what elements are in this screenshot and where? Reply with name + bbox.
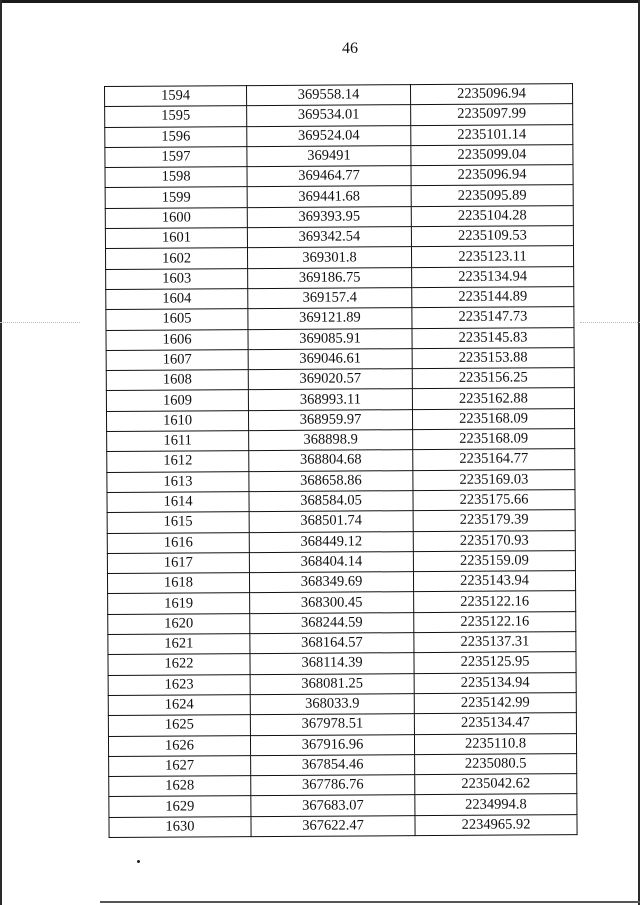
table-row: [108, 672, 576, 695]
table-row: [107, 429, 575, 452]
y-coordinate-cell: 2235153.88: [412, 347, 574, 368]
point-number-cell: 1600: [105, 207, 247, 228]
y-coordinate-cell: 2235159.09: [413, 550, 575, 571]
table-row: [107, 510, 575, 533]
x-coordinate-cell: 369441.68: [247, 186, 411, 207]
x-coordinate-cell: 369464.77: [247, 166, 411, 187]
point-number-cell: 1622: [108, 654, 250, 675]
y-coordinate-cell: 2235134.94: [412, 266, 574, 287]
x-coordinate-cell: 367854.46: [251, 754, 415, 775]
x-coordinate-cell: 369524.04: [247, 125, 411, 146]
table-row: [108, 693, 576, 716]
table-row: [105, 104, 573, 127]
table-row: [106, 408, 574, 431]
x-coordinate-cell: 368300.45: [250, 592, 414, 613]
scan-edge-left: [0, 0, 2, 905]
y-coordinate-cell: 2235134.94: [414, 672, 576, 693]
scan-speck: [137, 860, 140, 863]
y-coordinate-cell: 2235179.39: [413, 510, 575, 531]
point-number-cell: 1630: [109, 816, 251, 837]
x-coordinate-cell: 368993.11: [248, 389, 412, 410]
table-row: [105, 165, 573, 188]
y-coordinate-cell: 2235123.11: [411, 246, 573, 267]
y-coordinate-cell: 2235168.09: [412, 408, 574, 429]
x-coordinate-cell: 369393.95: [247, 206, 411, 227]
point-number-cell: 1623: [108, 674, 250, 695]
y-coordinate-cell: 2235169.03: [413, 469, 575, 490]
point-number-cell: 1628: [109, 776, 251, 797]
x-coordinate-cell: 368081.25: [250, 673, 414, 694]
point-number-cell: 1608: [106, 370, 248, 391]
x-coordinate-cell: 368449.12: [249, 531, 413, 552]
table-row: [108, 652, 576, 675]
point-number-cell: 1613: [107, 471, 249, 492]
x-coordinate-cell: 368804.68: [249, 450, 413, 471]
y-coordinate-cell: 2235144.89: [412, 287, 574, 308]
point-number-cell: 1596: [105, 126, 247, 147]
scan-edge-top: [0, 0, 640, 3]
y-coordinate-cell: 2235101.14: [411, 124, 573, 145]
table-row: [105, 84, 573, 107]
y-coordinate-cell: 2235095.89: [411, 185, 573, 206]
y-coordinate-cell: 2235122.16: [414, 591, 576, 612]
y-coordinate-cell: 2235142.99: [414, 693, 576, 714]
x-coordinate-cell: 368404.14: [249, 551, 413, 572]
table-row: [108, 733, 576, 756]
point-number-cell: 1616: [107, 532, 249, 553]
table-row: [106, 307, 574, 330]
y-coordinate-cell: 2235109.53: [411, 226, 573, 247]
point-number-cell: 1618: [107, 573, 249, 594]
y-coordinate-cell: 2235137.31: [414, 632, 576, 653]
y-coordinate-cell: 2235125.95: [414, 652, 576, 673]
y-coordinate-cell: 2235110.8: [414, 733, 576, 754]
x-coordinate-cell: 368164.57: [250, 633, 414, 654]
x-coordinate-cell: 367622.47: [251, 815, 415, 836]
y-coordinate-cell: 2235145.83: [412, 327, 574, 348]
y-coordinate-cell: 2234965.92: [415, 814, 577, 835]
x-coordinate-cell: 368584.05: [249, 491, 413, 512]
table-row: [106, 368, 574, 391]
point-number-cell: 1620: [108, 613, 250, 634]
x-coordinate-cell: 369342.54: [247, 227, 411, 248]
point-number-cell: 1602: [105, 248, 247, 269]
x-coordinate-cell: 369046.61: [248, 348, 412, 369]
table-row: [107, 571, 575, 594]
table-row: [107, 490, 575, 513]
x-coordinate-cell: 367786.76: [251, 775, 415, 796]
table-row: [106, 347, 574, 370]
table-row: [106, 266, 574, 289]
page-number: 46: [342, 40, 358, 57]
x-coordinate-cell: 368349.69: [249, 572, 413, 593]
point-number-cell: 1603: [106, 268, 248, 289]
table-row: [109, 794, 577, 817]
point-number-cell: 1621: [108, 634, 250, 655]
table-row: [108, 713, 576, 736]
point-number-cell: 1604: [106, 289, 248, 310]
x-coordinate-cell: 368114.39: [250, 653, 414, 674]
table-row: [108, 611, 576, 634]
x-coordinate-cell: 369534.01: [247, 105, 411, 126]
x-coordinate-cell: 369186.75: [248, 267, 412, 288]
table-row: [109, 753, 577, 776]
x-coordinate-cell: 368501.74: [249, 511, 413, 532]
x-coordinate-cell: 367683.07: [251, 795, 415, 816]
point-number-cell: 1609: [106, 390, 248, 411]
y-coordinate-cell: 2235156.25: [412, 368, 574, 389]
y-coordinate-cell: 2235143.94: [413, 571, 575, 592]
table-row: [105, 124, 573, 147]
point-number-cell: 1611: [107, 431, 249, 452]
x-coordinate-cell: 368244.59: [250, 612, 414, 633]
y-coordinate-cell: 2235080.5: [415, 753, 577, 774]
table-row: [107, 449, 575, 472]
table-row: [108, 591, 576, 614]
point-number-cell: 1601: [105, 228, 247, 249]
coordinates-table: [104, 83, 578, 838]
y-coordinate-cell: 2234994.8: [415, 794, 577, 815]
table-row: [107, 469, 575, 492]
point-number-cell: 1619: [108, 593, 250, 614]
y-coordinate-cell: 2235164.77: [413, 449, 575, 470]
table-row: [108, 632, 576, 655]
x-coordinate-cell: 369020.57: [248, 369, 412, 390]
point-number-cell: 1627: [109, 755, 251, 776]
table-row: [105, 205, 573, 228]
point-number-cell: 1624: [108, 695, 250, 716]
coordinates-table-wrapper: [104, 86, 573, 838]
point-number-cell: 1610: [106, 410, 248, 431]
y-coordinate-cell: 2235096.94: [411, 165, 573, 186]
point-number-cell: 1612: [107, 451, 249, 472]
point-number-cell: 1607: [106, 349, 248, 370]
table-row: [107, 530, 575, 553]
y-coordinate-cell: 2235175.66: [413, 490, 575, 511]
x-coordinate-cell: 369085.91: [248, 328, 412, 349]
point-number-cell: 1606: [106, 329, 248, 350]
y-coordinate-cell: 2235147.73: [412, 307, 574, 328]
y-coordinate-cell: 2235096.94: [410, 84, 572, 105]
table-row: [109, 774, 577, 797]
x-coordinate-cell: 368898.9: [249, 430, 413, 451]
point-number-cell: 1614: [107, 492, 249, 513]
x-coordinate-cell: 369558.14: [247, 85, 411, 106]
y-coordinate-cell: 2235122.16: [414, 611, 576, 632]
scan-artifact-dots: [0, 322, 80, 323]
x-coordinate-cell: 368959.97: [248, 409, 412, 430]
table-row: [106, 388, 574, 411]
point-number-cell: 1617: [107, 552, 249, 573]
y-coordinate-cell: 2235168.09: [413, 429, 575, 450]
point-number-cell: 1605: [106, 309, 248, 330]
x-coordinate-cell: 369491: [247, 146, 411, 167]
point-number-cell: 1599: [105, 187, 247, 208]
point-number-cell: 1625: [108, 715, 250, 736]
x-coordinate-cell: 369301.8: [247, 247, 411, 268]
x-coordinate-cell: 369121.89: [248, 308, 412, 329]
y-coordinate-cell: 2235042.62: [415, 774, 577, 795]
y-coordinate-cell: 2235097.99: [411, 104, 573, 125]
point-number-cell: 1598: [105, 167, 247, 188]
table-row: [106, 287, 574, 310]
scan-artifact-dots: [580, 322, 640, 323]
point-number-cell: 1595: [105, 106, 247, 127]
table-row: [105, 246, 573, 269]
x-coordinate-cell: 369157.4: [248, 288, 412, 309]
x-coordinate-cell: 367916.96: [250, 734, 414, 755]
coordinates-table-body: [105, 84, 578, 838]
y-coordinate-cell: 2235134.47: [414, 713, 576, 734]
table-row: [106, 327, 574, 350]
y-coordinate-cell: 2235162.88: [412, 388, 574, 409]
point-number-cell: 1626: [108, 735, 250, 756]
table-row: [105, 185, 573, 208]
scan-edge-bottom: [100, 901, 640, 903]
table-row: [105, 145, 573, 168]
y-coordinate-cell: 2235104.28: [411, 205, 573, 226]
x-coordinate-cell: 368033.9: [250, 694, 414, 715]
table-row: [107, 550, 575, 573]
y-coordinate-cell: 2235099.04: [411, 145, 573, 166]
point-number-cell: 1629: [109, 796, 251, 817]
point-number-cell: 1594: [105, 86, 247, 107]
table-row: [109, 814, 577, 837]
x-coordinate-cell: 367978.51: [250, 714, 414, 735]
table-row: [105, 226, 573, 249]
y-coordinate-cell: 2235170.93: [413, 530, 575, 551]
point-number-cell: 1597: [105, 147, 247, 168]
point-number-cell: 1615: [107, 512, 249, 533]
x-coordinate-cell: 368658.86: [249, 470, 413, 491]
